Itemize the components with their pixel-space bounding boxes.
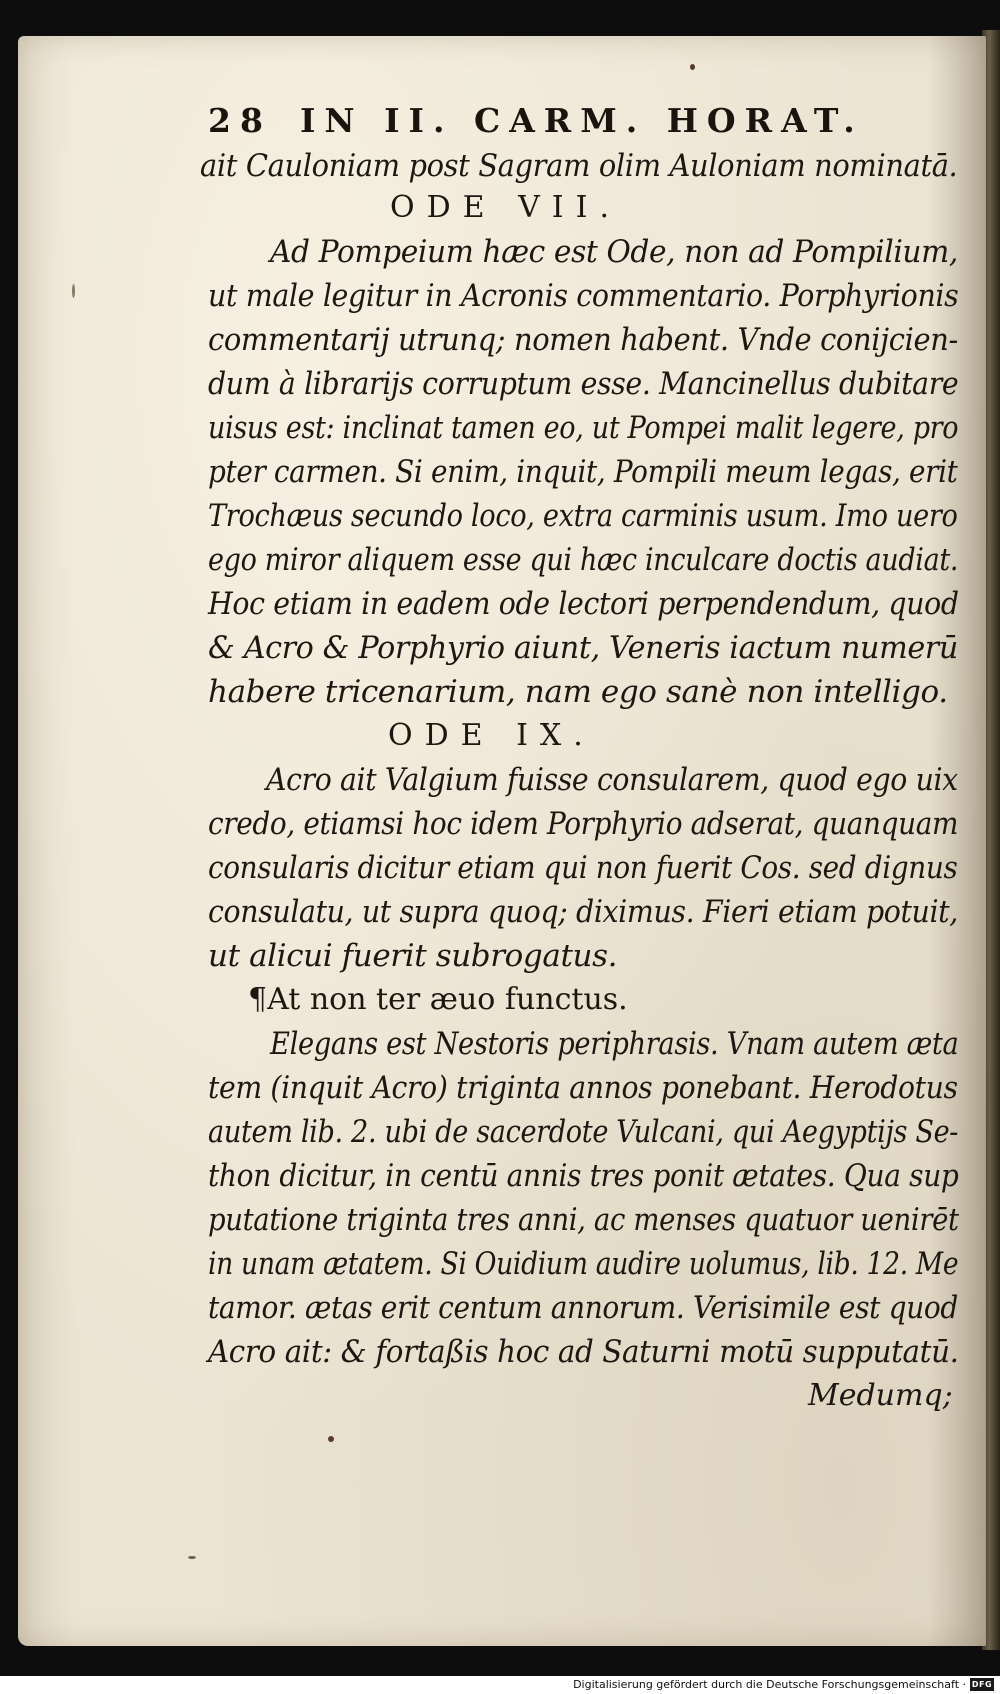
paper-speck xyxy=(188,1556,196,1559)
digitization-credit: Digitalisierung gefördert durch die Deutsche Forschungsgemeinschaft · xyxy=(573,1678,966,1691)
text-line: Hoc etiam in eadem ode lectori perpendendum, quod xyxy=(208,586,959,622)
text-line: Ad Pompeium hæc est Ode, non ad Pompilium, xyxy=(270,234,958,270)
text-line: pter carmen. Si enim, inquit, Pompili meum legas, erit xyxy=(208,454,958,490)
text-line: tamor. ætas erit centum annorum. Verisimile est quod xyxy=(208,1290,958,1326)
text-line: thon dicitur, in centū annis tres ponit ætates. Qua sup xyxy=(208,1158,959,1194)
paper-speck xyxy=(72,284,75,298)
text-line: autem lib. 2. ubi de sacerdote Vulcani, qui Aegyptijs Se- xyxy=(208,1114,959,1150)
page-number: 28 xyxy=(208,101,272,140)
text-line: & Acro & Porphyrio aiunt, Veneris iactum numerū xyxy=(208,630,958,666)
lemma-line: ¶At non ter æuo functus. xyxy=(248,982,628,1017)
text-line: credo, etiamsi hoc idem Porphyrio adserat, quanquam xyxy=(208,806,959,842)
text-line: habere tricenarium, nam ego sanè non intelligo. xyxy=(208,674,948,710)
book-page xyxy=(18,36,986,1646)
text-line: ego miror aliquem esse qui hæc inculcare doctis audiat. xyxy=(208,542,959,578)
text-line: Trochæus secundo loco, extra carminis usum. Imo uero xyxy=(208,498,958,534)
text-line: dum à librarijs corruptum esse. Mancinellus dubitare xyxy=(208,366,959,402)
text-line: Elegans est Nestoris periphrasis. Vnam autem æta xyxy=(270,1026,959,1062)
text-line: commentarij utrunq; nomen habent. Vnde conijcien- xyxy=(208,322,958,358)
text-line: ait Cauloniam post Sagram olim Auloniam nominatā. xyxy=(200,148,958,184)
text-line: Acro ait Valgium fuisse consularem, quod ego uix xyxy=(266,762,958,798)
paper-speck xyxy=(328,1436,334,1442)
text-line: putatione triginta tres anni, ac menses quatuor uenirēt xyxy=(208,1202,959,1238)
text-line: consularis dicitur etiam qui non fuerit Cos. sed dignus xyxy=(208,850,958,886)
section-heading-ode-vii: ODE VII. xyxy=(390,190,621,225)
text-line: tem (inquit Acro) triginta annos ponebant. Herodotus xyxy=(208,1070,958,1106)
text-line: Acro ait: & fortaßis hoc ad Saturni motū supputatū. xyxy=(208,1334,959,1370)
section-heading-ode-ix: ODE IX. xyxy=(388,718,595,753)
running-title: IN II. CARM. HORAT. xyxy=(300,101,864,140)
text-line: ut male legitur in Acronis commentario. Porphyrionis xyxy=(208,278,959,314)
dfg-logo: DFG xyxy=(971,1680,993,1689)
text-line: ut alicui fuerit subrogatus. xyxy=(208,938,618,974)
text-line: uisus est: inclinat tamen eo, ut Pompei malit legere, pro xyxy=(208,410,959,446)
text-line: in unam ætatem. Si Ouidium audire uolumus, lib. 12. Me xyxy=(208,1246,959,1282)
text-line: consulatu, ut supra quoq; diximus. Fieri etiam potuit, xyxy=(208,894,958,930)
catchword: Medumq; xyxy=(808,1378,953,1413)
paper-speck xyxy=(690,64,695,70)
